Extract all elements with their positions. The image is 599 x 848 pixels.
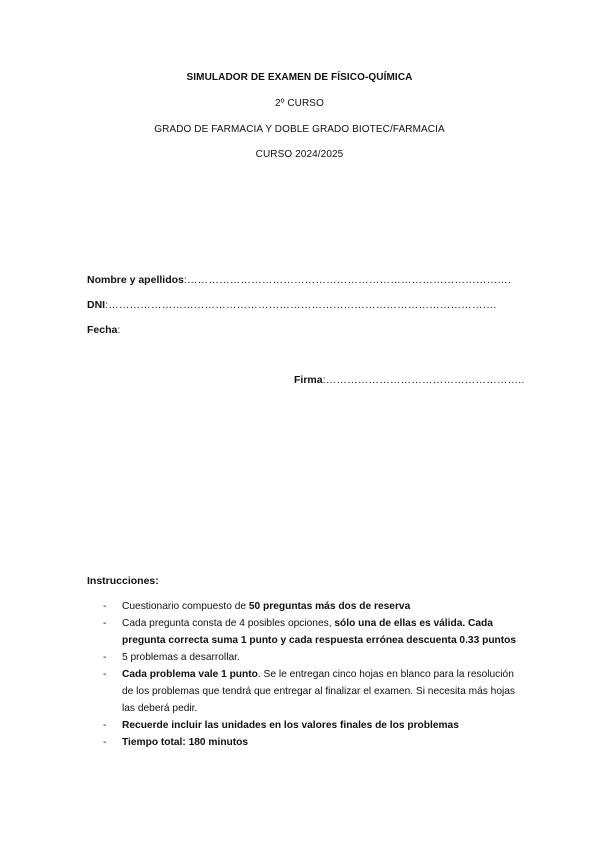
date-suffix: :	[117, 324, 121, 336]
list-dash: -	[103, 601, 107, 612]
instructions-list	[103, 598, 523, 751]
instruction-bold-text: sólo una de ellas es válida. Cada pregunta correcta suma 1 punto y cada respuesta errónea descuenta 0.33 puntos	[122, 618, 517, 646]
course-year: 2º CURSO	[275, 98, 324, 109]
name-field[interactable]	[87, 274, 511, 286]
instruction-bold-text: 50 preguntas más dos de reserva	[248, 601, 411, 612]
instructions-title: Instrucciones:	[87, 575, 159, 587]
signature-field[interactable]	[294, 374, 525, 386]
list-dash: -	[103, 737, 107, 748]
instruction-text: Cada pregunta consta de 4 posibles opciones,	[122, 618, 335, 629]
list-dash: -	[103, 618, 107, 629]
instruction-item	[103, 598, 523, 615]
dni-field[interactable]	[87, 299, 497, 311]
instruction-bold-text: Recuerde incluir las unidades en los valores finales de los problemas	[122, 720, 459, 731]
instruction-item	[103, 649, 523, 666]
date-field[interactable]	[87, 324, 120, 336]
list-dash: -	[103, 669, 107, 680]
instruction-item	[103, 615, 523, 649]
list-dash: -	[103, 652, 107, 663]
instruction-item	[103, 717, 523, 734]
dni-dots: :……………………………………………………………………………………………….	[105, 299, 497, 311]
name-label: Nombre y apellidos	[87, 274, 184, 286]
list-dash: -	[103, 720, 107, 731]
instruction-text: Cuestionario compuesto de	[122, 601, 249, 612]
signature-dots: :………………………………………………..	[322, 374, 525, 386]
degree-name: GRADO DE FARMACIA Y DOBLE GRADO BIOTEC/FARMACIA	[154, 124, 445, 135]
signature-label: Firma	[294, 374, 323, 386]
name-dots: :……………………………………………………………………………….	[183, 274, 512, 286]
date-label: Fecha	[87, 324, 118, 336]
academic-year: CURSO 2024/2025	[255, 149, 344, 160]
instruction-item	[103, 734, 523, 751]
exam-title: SIMULADOR DE EXAMEN DE FÍSICO-QUÍMICA	[186, 72, 413, 83]
instruction-item	[103, 666, 523, 717]
instruction-bold-text: Cada problema vale 1 punto	[122, 669, 258, 680]
instruction-text: . Se le entregan cinco hojas en blanco para la resolución de los problemas que tendrá que entregar al finalizar el examen. Si necesita más hojas las deberá pedir.	[122, 669, 516, 714]
instruction-bold-text: Tiempo total: 180 minutos	[122, 737, 249, 748]
dni-label: DNI	[87, 299, 106, 311]
instruction-text: 5 problemas a desarrollar.	[122, 652, 240, 663]
